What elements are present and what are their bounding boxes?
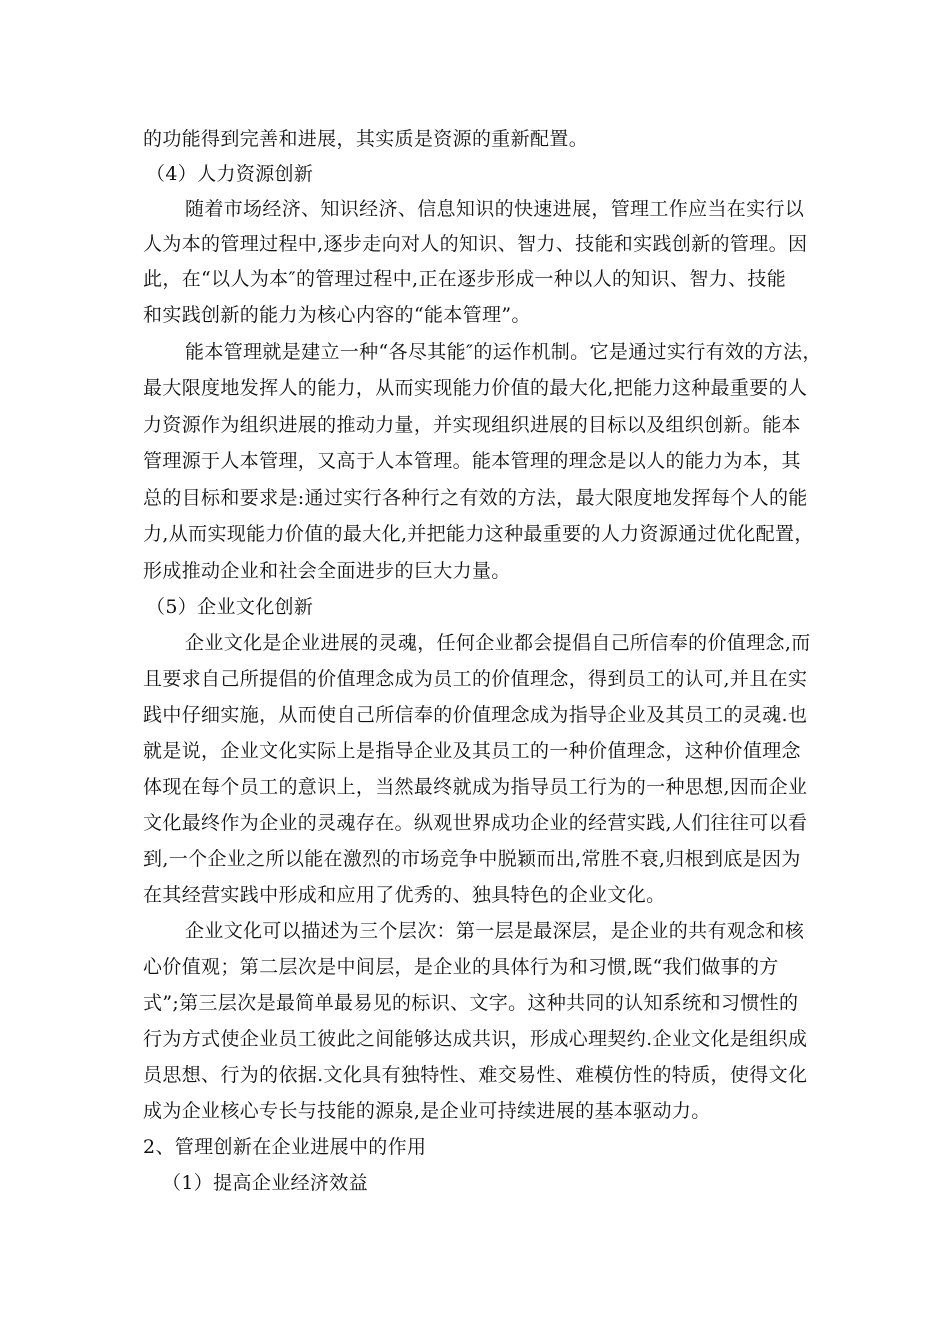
body-text-line: 力,从而实现能力价值的最大化,并把能力这种最重要的人力资源通过优化配置， xyxy=(143,523,814,545)
section-heading: 2、管理创新在企业进展中的作用 xyxy=(143,1136,427,1158)
body-text-line: 到,一个企业之所以能在激烈的市场竞争中脱颖而出,常胜不衰,归根到底是因为 xyxy=(143,848,801,870)
body-text-line: 就是说，企业文化实际上是指导企业及其员工的一种价值理念，这种价值理念 xyxy=(143,740,801,762)
body-text-line: 人为本的管理过程中,逐步走向对人的知识、智力、技能和实践创新的管理。因 xyxy=(143,233,808,255)
section-heading: （5）企业文化创新 xyxy=(146,596,314,618)
body-text-line: 力资源作为组织进展的推动力量，并实现组织进展的目标以及组织创新。能本 xyxy=(143,414,801,436)
body-text-line: 此，在“以人为本″的管理过程中,正在逐步形成一种以人的知识、智力、技能 xyxy=(143,268,787,290)
body-text-line: 式”;第三层次是最简单最易见的标识、文字。这种共同的认知系统和习惯性的 xyxy=(143,992,799,1014)
body-text-line: 且要求自己所提倡的价值理念成为员工的价值理念，得到员工的认可,并且在实 xyxy=(143,668,808,690)
body-text-line: 管理源于人本管理，又高于人本管理。能本管理的理念是以人的能力为本，其 xyxy=(143,450,801,472)
body-text-line: 行为方式使企业员工彼此之间能够达成共识，形成心理契约.企业文化是组织成 xyxy=(143,1028,808,1050)
body-text-line: 文化最终作为企业的灵魂存在。纵观世界成功企业的经营实践,人们往往可以看 xyxy=(143,812,808,834)
body-text-line: 的功能得到完善和进展，其实质是资源的重新配置。 xyxy=(143,128,589,150)
section-heading: （4）人力资源创新 xyxy=(146,163,314,185)
body-text-line: 成为企业核心专长与技能的源泉,是企业可持续进展的基本驱动力。 xyxy=(143,1100,711,1122)
paragraph-first-line: 企业文化是企业进展的灵魂，任何企业都会提倡自己所信奉的价值理念,而 xyxy=(185,632,811,654)
body-text-line: 心价值观；第二层次是中间层，是企业的具体行为和习惯,既“我们做事的方 xyxy=(143,956,779,978)
body-text-line: 最大限度地发挥人的能力，从而实现能力价值的最大化,把能力这种最重要的人 xyxy=(143,377,808,399)
body-text-line: 形成推动企业和社会全面进步的巨大力量。 xyxy=(143,560,511,582)
paragraph-first-line: 随着市场经济、知识经济、信息知识的快速进展，管理工作应当在实行以 xyxy=(185,198,805,220)
paragraph-first-line: 企业文化可以描述为三个层次：第一层是最深层，是企业的共有观念和核 xyxy=(185,920,805,942)
body-text-line: 在其经营实践中形成和应用了优秀的、独具特色的企业文化。 xyxy=(143,884,666,906)
paragraph-first-line: 能本管理就是建立一种“各尽其能″的运作机制。它是通过实行有效的方法， xyxy=(185,341,822,363)
body-text-line: 体现在每个员工的意识上，当然最终就成为指导员工行为的一种思想,因而企业 xyxy=(143,776,808,798)
body-text-line: 总的目标和要求是:通过实行各种行之有效的方法，最大限度地发挥每个人的能 xyxy=(143,487,808,509)
subsection-heading: （1）提高企业经济效益 xyxy=(162,1172,368,1194)
body-text-line: 员思想、行为的依据.文化具有独特性、难交易性、难模仿性的特质，使得文化 xyxy=(143,1064,808,1086)
body-text-line: 践中仔细实施，从而使自己所信奉的价值理念成为指导企业及其员工的灵魂.也 xyxy=(143,704,808,726)
body-text-line: 和实践创新的能力为核心内容的“能本管理”。 xyxy=(143,304,531,326)
